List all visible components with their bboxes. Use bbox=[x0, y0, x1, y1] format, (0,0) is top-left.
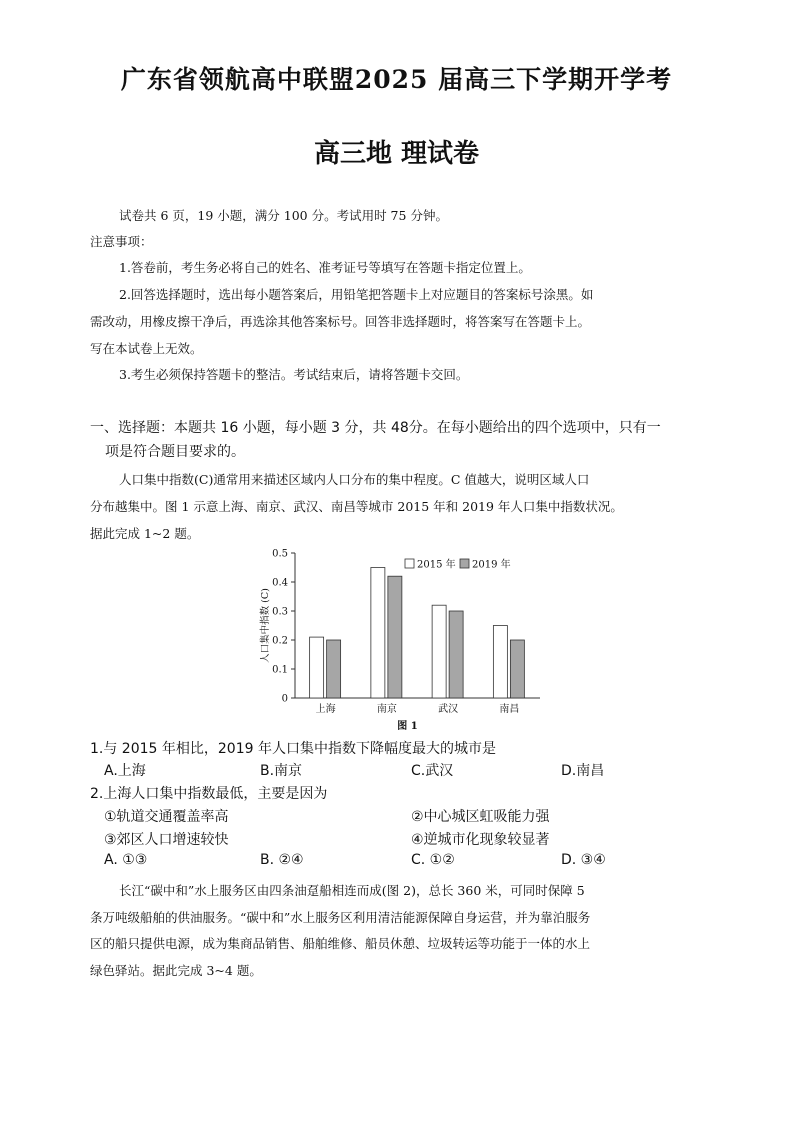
notice-item-2-line-3: 写在本试卷上无效。 bbox=[90, 341, 203, 356]
q2-statement-4: ④逆城市化现象较显著 bbox=[411, 832, 550, 848]
figure-caption: 图 1 bbox=[397, 721, 418, 732]
notice-item-2-line-2: 需改动，用橡皮擦干净后，再选涂其他答案标号。回答非选择题时，将答案写在答题卡上。 bbox=[90, 314, 591, 329]
bar-2015-1 bbox=[371, 568, 385, 699]
q1-option-b: B.南京 bbox=[260, 763, 303, 779]
passage2-line-3: 区的船只提供电源，成为集商品销售、船舶维修、船员休憩、垃圾转运等功能于一体的水上 bbox=[90, 936, 591, 951]
passage2-line-1: 长江“碳中和”水上服务区由四条油趸船相连而成(图 2)，总长 360 米，可同时保障 5 bbox=[119, 883, 585, 898]
q1-option-d: D.南昌 bbox=[561, 763, 605, 779]
y-tick-label: 0.5 bbox=[272, 548, 288, 560]
q2-stem: 2.上海人口集中指数最低，主要是因为 bbox=[90, 786, 328, 802]
bar-2019-1 bbox=[388, 576, 402, 698]
exam-title: 广东省领航高中联盟2025 届高三下学期开学考 bbox=[120, 65, 673, 94]
bar-2019-0 bbox=[327, 640, 341, 698]
bar-2019-3 bbox=[510, 640, 524, 698]
bar-2015-0 bbox=[310, 637, 324, 698]
notice-item-3: 3.考生必须保持答题卡的整洁。考试结束后，请将答题卡交回。 bbox=[119, 367, 469, 382]
notice-item-1: 1.答卷前，考生务必将自己的姓名、准考证号等填写在答题卡指定位置上。 bbox=[119, 260, 531, 275]
bar-2019-2 bbox=[449, 611, 463, 698]
notice-title: 注意事项： bbox=[90, 234, 153, 249]
q2-statement-1: ①轨道交通覆盖率高 bbox=[104, 809, 229, 825]
notice-item-2-line-1: 2.回答选择题时，选出每小题答案后，用铅笔把答题卡上对应题目的答案标号涂黑。如 bbox=[119, 287, 594, 302]
legend-label: 2015 年 bbox=[417, 559, 456, 571]
passage1-line-2: 分布越集中。图 1 示意上海、南京、武汉、南昌等城市 2015 年和 2019 年人口集中指数状况。 bbox=[90, 499, 623, 514]
passage1-line-1: 人口集中指数(C)通常用来描述区域内人口分布的集中程度。C 值越大，说明区域人口 bbox=[119, 472, 590, 487]
section-heading-line-1: 一、选择题：本题共 16 小题，每小题 3 分，共 48分。在每小题给出的四个选项中，只有一 bbox=[90, 420, 661, 436]
passage2-line-2: 条万吨级船舶的供油服务。“碳中和”水上服务区利用清洁能源保障自身运营，并为靠泊服务 bbox=[90, 910, 591, 925]
q2-option-c: C. ①② bbox=[411, 852, 455, 868]
x-tick-label: 武汉 bbox=[438, 704, 459, 715]
y-tick-label: 0.3 bbox=[272, 606, 288, 618]
legend-swatch bbox=[405, 559, 414, 568]
passage2-line-4: 绿色驿站。据此完成 3~4 题。 bbox=[90, 963, 262, 978]
q2-statement-2: ②中心城区虹吸能力强 bbox=[411, 809, 550, 825]
y-tick-label: 0.2 bbox=[272, 635, 288, 647]
x-tick-label: 南京 bbox=[376, 704, 397, 715]
q2-option-b: B. ②④ bbox=[260, 852, 304, 868]
q1-option-a: A.上海 bbox=[104, 763, 146, 779]
legend-swatch bbox=[460, 559, 469, 568]
x-tick-label: 上海 bbox=[315, 704, 336, 715]
y-tick-label: 0.1 bbox=[272, 664, 288, 676]
passage1-line-3: 据此完成 1~2 题。 bbox=[90, 526, 200, 541]
bar-2015-2 bbox=[432, 605, 446, 698]
q2-statement-3: ③郊区人口增速较快 bbox=[104, 832, 229, 848]
section-heading-line-2: 项是符合题目要求的。 bbox=[105, 444, 245, 460]
bar-2015-3 bbox=[493, 626, 507, 699]
q1-stem: 1.与 2015 年相比，2019 年人口集中指数下降幅度最大的城市是 bbox=[90, 741, 496, 757]
legend-label: 2019 年 bbox=[472, 559, 511, 571]
population-concentration-chart bbox=[255, 543, 545, 735]
q1-option-c: C.武汉 bbox=[411, 763, 454, 779]
x-tick-label: 南昌 bbox=[499, 704, 520, 715]
intro-text: 试卷共 6 页，19 小题，满分 100 分。考试用时 75 分钟。 bbox=[119, 208, 448, 223]
q2-option-d: D. ③④ bbox=[561, 852, 606, 868]
q2-option-a: A. ①③ bbox=[104, 852, 148, 868]
exam-subtitle: 高三地 理试卷 bbox=[313, 139, 480, 169]
y-axis-label: 人口集中指数 (C) bbox=[260, 588, 271, 663]
y-tick-label: 0.4 bbox=[272, 577, 288, 589]
y-tick-label: 0 bbox=[281, 693, 288, 705]
